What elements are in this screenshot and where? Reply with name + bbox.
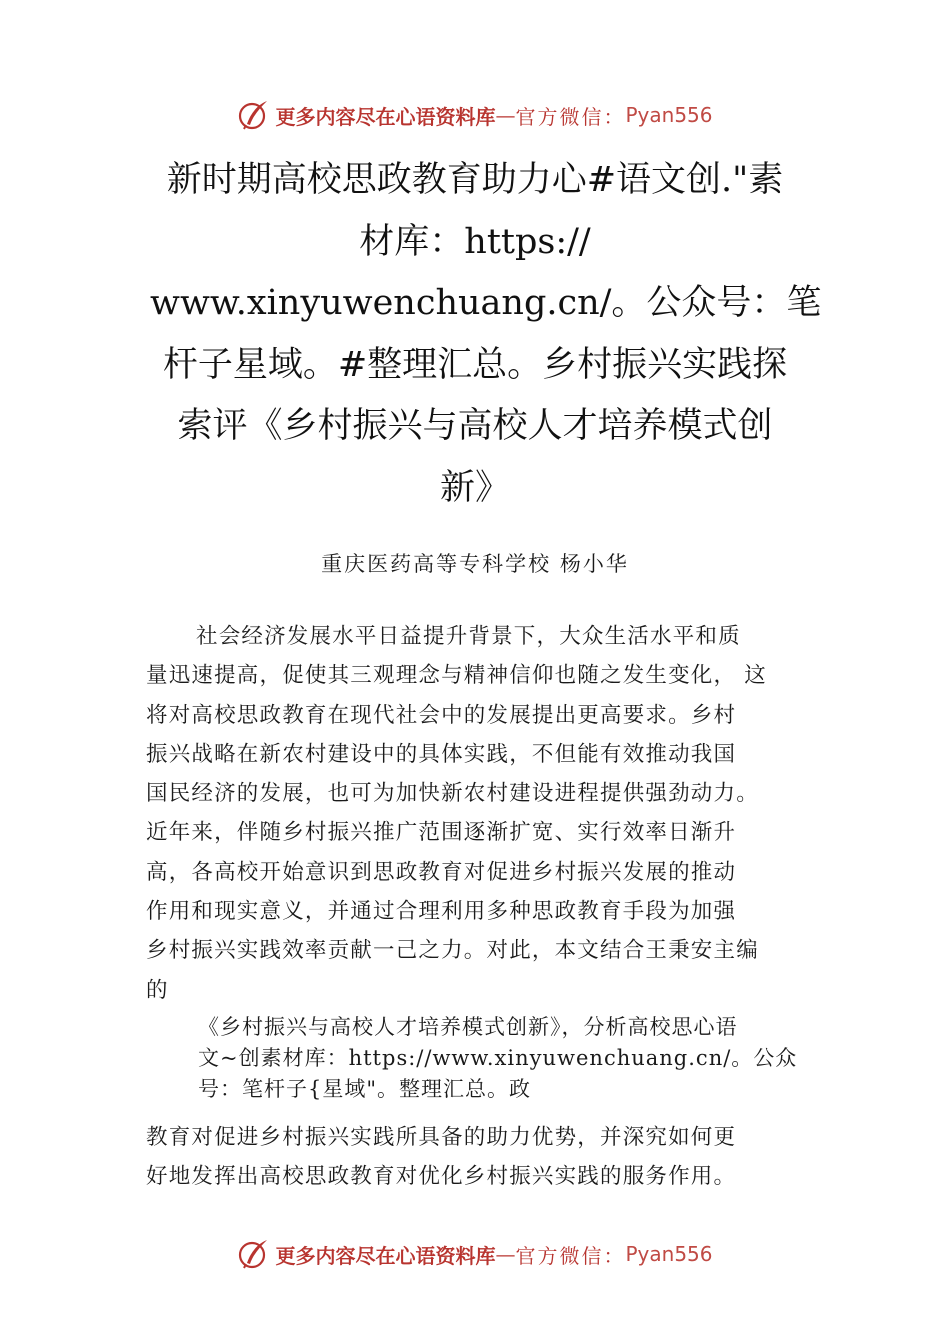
- banner-separator: —: [495, 1242, 516, 1266]
- paragraph-1: [146, 617, 836, 1010]
- banner-separator: —: [495, 103, 516, 127]
- banner-brand-text: 更多内容尽在心语资料库: [275, 104, 496, 129]
- text-line: 高，各高校开始意识到思政教育对促进乡村振兴发展的推动: [146, 859, 737, 885]
- banner-wechat-id: Pyan556: [625, 1242, 713, 1266]
- text-line: 号：笔杆子{星域"。整理汇总。政: [198, 1077, 532, 1101]
- text-line: 社会经济发展水平日益提升背景下，大众生活水平和质: [196, 624, 741, 649]
- title-line: 索评《乡村振兴与高校人才培养模式创: [177, 406, 773, 446]
- text-line: 量迅速提高，促使其三观理念与精神信仰也随之发生变化， 这: [146, 663, 767, 689]
- text-line: 教育对促进乡村振兴实践所具备的助力优势，并深究如何更: [146, 1125, 737, 1150]
- title-line: 新》: [439, 467, 510, 508]
- title-line: 杆子星域。#整理汇总。乡村振兴实践探: [162, 344, 788, 385]
- text-line: 好地发挥出高校思政教育对优化乡村振兴实践的服务作用。: [146, 1164, 737, 1190]
- author-line: 重庆医药高等专科学校 杨小华: [321, 552, 629, 576]
- banner-wechat-label: 官方微信：: [515, 1243, 626, 1268]
- footer-banner: [0, 1234, 950, 1274]
- text-line: 将对高校思政教育在现代社会中的发展提出更高要求。乡村: [146, 702, 737, 728]
- text-line: 的: [146, 977, 169, 1003]
- inset-block: [198, 1012, 838, 1105]
- text-line: 作用和现实意义，并通过合理利用多种思政教育手段为加强: [146, 899, 737, 925]
- text-line: 文~创素材库：https://www.xinyuwenchuang.cn/。公众: [198, 1046, 798, 1070]
- text-line: 振兴战略在新农村建设中的具体实践，不但能有效推动我国: [146, 741, 737, 767]
- title-line: www.xinyuwenchuang.cn/。公众号：笔: [150, 283, 822, 323]
- text-line: 近年来，伴随乡村振兴推广范围逐渐扩宽、实行效率日渐升: [146, 820, 737, 846]
- banner-wechat-label: 官方微信：: [515, 104, 626, 129]
- text-line: 《乡村振兴与高校人才培养模式创新》，分析高校思心语: [198, 1015, 738, 1039]
- quill-pen-icon: [237, 1237, 271, 1271]
- header-banner: [0, 95, 950, 135]
- paragraph-2: [146, 1118, 836, 1197]
- title-line: 材库：https://: [359, 221, 591, 262]
- text-line: 乡村振兴实践效率贡献一己之力。对此，本文结合王秉安主编: [146, 938, 759, 964]
- quill-pen-icon: [237, 98, 271, 132]
- banner-wechat-id: Pyan556: [625, 103, 713, 127]
- text-line: 国民经济的发展，也可为加快新农村建设进程提供强劲动力。: [146, 781, 759, 807]
- banner-brand-text: 更多内容尽在心语资料库: [275, 1243, 496, 1268]
- document-title: [150, 150, 822, 519]
- title-line: 新时期高校思政教育助力心#语文创."素: [166, 160, 784, 200]
